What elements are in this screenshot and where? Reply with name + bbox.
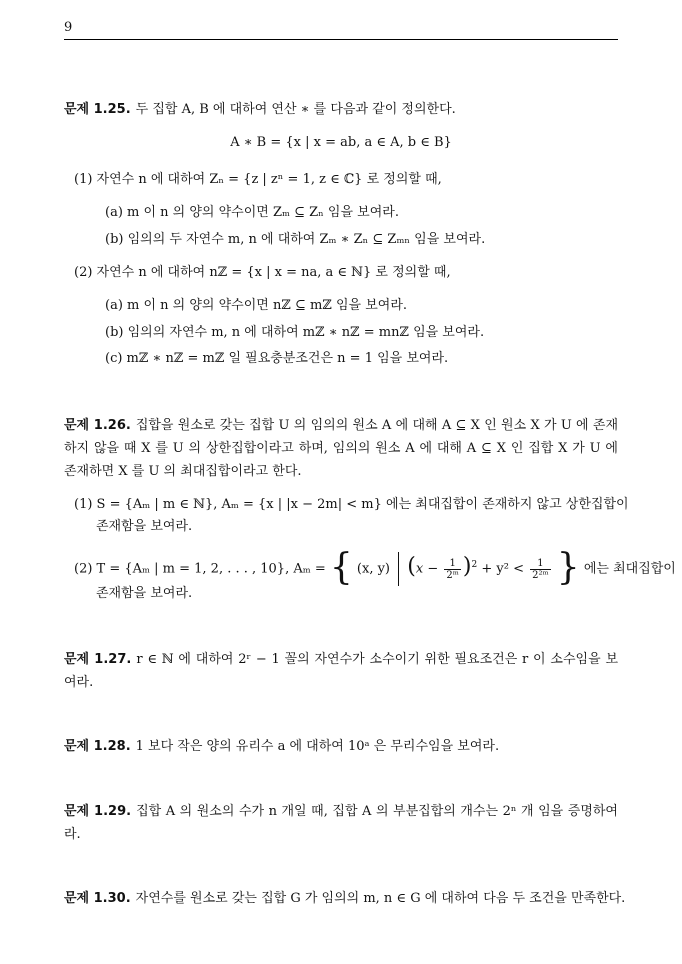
part2-point: (x, y) [356,561,391,577]
problem-1-29-text: 집합 A 의 원소의 수가 n 개일 때, 집합 A 의 부분집합의 개수는 2ⁿ 개 임을 증명하여라. [64,804,618,842]
problem-1-26-part2-cont: 존재함을 보여라. [96,586,193,601]
right-brace: } [556,546,580,588]
fraction-1-num: 1 [444,558,461,570]
left-brace: { [329,546,353,588]
problem-1-27 [64,648,618,694]
part2-y: + y² < [481,561,524,577]
fraction-2-den: 2²ᵐ [532,569,549,581]
fraction-2 [530,558,551,581]
part2-lead: (2) T = {Aₘ | m = 1, 2, . . . , 10}, Aₘ = [74,561,326,577]
problem-1-27-text: r ∈ ℕ 에 대하여 2ʳ − 1 꼴의 자연수가 소수이기 위한 필요조건은 r 이 소수임을 보여라. [64,652,618,690]
problem-1-28-text: 1 보다 작은 양의 유리수 a 에 대하여 10ᵃ 은 무리수임을 보여라. [135,739,500,754]
problem-1-27-title: 문제 1.27. [64,652,132,667]
problem-1-26-part2: (2) T = {Aₘ | m = 1, 2, . . . , 10}, Aₘ = { (x, y) (x − $\frac{1}{\text{2ᵐ}}$ )$^2$ + y² < $\frac{1}{\text{2²ᵐ}}$ } 에는 최대집합이 [74,546,676,588]
left-paren: ( [407,554,416,579]
set-builder-bar [398,552,399,586]
problem-1-25-formula: A ∗ B = {x | x = ab, a ∈ A, b ∈ B} [230,135,452,150]
fraction-2-num: 1 [530,558,551,570]
problem-1-29-title: 문제 1.29. [64,804,132,819]
fraction-1-den: 2ᵐ [446,569,459,581]
problem-1-30-text: 자연수를 원소로 갖는 집합 G 가 임의의 m, n ∈ G 에 대하여 다음 두 조건을 만족한다. [135,891,626,906]
problem-1-29 [64,800,618,846]
var-x: x [415,561,424,577]
problem-1-25-part2: (2) 자연수 n 에 대하여 nℤ = {x | x = na, a ∈ ℕ} 로 정의할 때, [74,265,451,280]
problem-1-25-title: 문제 1.25. [64,102,131,117]
square-exp: 2 [471,560,478,571]
problem-1-26-part1-cont: 존재함을 보여라. [96,519,193,534]
page-number: 9 [64,20,73,35]
header-rule [64,39,618,40]
problem-1-25-part2b: (b) 임의의 자연수 m, n 에 대하여 mℤ ∗ nℤ = mnℤ 임을 보여라. [105,325,485,340]
problem-1-28 [64,735,618,758]
problem-1-25-part1: (1) 자연수 n 에 대하여 Zₙ = {z | zⁿ = 1, z ∈ ℂ} 로 정의할 때, [74,172,442,187]
fraction-1 [444,558,461,581]
right-paren: ) [462,554,472,579]
problem-1-25-text: 두 집합 A, B 에 대하여 연산 ∗ 를 다음과 같이 정의한다. [135,102,456,117]
problem-1-25-part2a: (a) m 이 n 의 양의 약수이면 nℤ ⊆ mℤ 임을 보여라. [105,298,408,313]
problem-1-26-part1: (1) S = {Aₘ | m ∈ ℕ}, Aₘ = {x | |x − 2m| < m} 에는 최대집합이 존재하지 않고 상한집합이 [74,497,629,512]
problem-1-25-part1a: (a) m 이 n 의 양의 약수이면 Zₘ ⊆ Zₙ 임을 보여라. [105,205,399,220]
problem-1-26-title: 문제 1.26. [64,418,131,433]
problem-1-25-part2c: (c) mℤ ∗ nℤ = mℤ 일 필요충분조건은 n = 1 임을 보여라. [105,351,449,366]
problem-1-30 [64,887,626,910]
problem-1-30-title: 문제 1.30. [64,891,131,906]
problem-1-28-title: 문제 1.28. [64,739,131,754]
problem-1-26-text: 집합을 원소로 갖는 집합 U 의 임의의 원소 A 에 대해 A ⊆ X 인 원소 X 가 U 에 존재하지 않을 때 X 를 U 의 상한집합이라고 하며, 임의의 원소 A 에 대해 A ⊆ X 인 집합 X 가 U 에 존재하면 X 를 U 의 최대집합이라고 한다. [64,418,619,479]
part2-tail: 에는 최대집합이 [583,561,676,577]
problem-1-26-body [64,414,618,483]
problem-1-25-part1b: (b) 임의의 두 자연수 m, n 에 대하여 Zₘ ∗ Zₙ ⊆ Zₘₙ 임을 보여라. [105,232,486,247]
problem-1-25-intro [64,98,618,121]
